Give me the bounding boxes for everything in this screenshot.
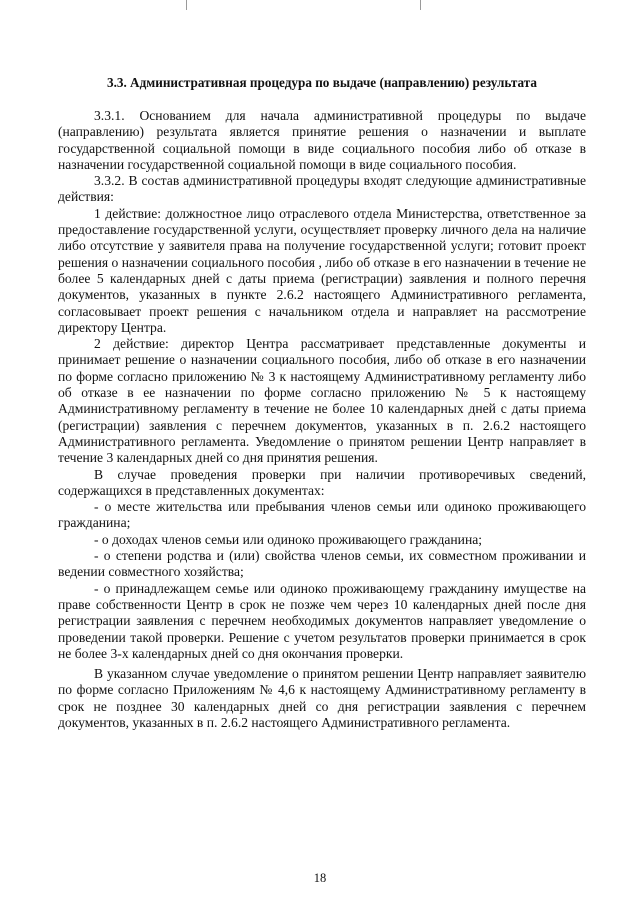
scan-artifact-mark: [186, 0, 187, 10]
list-item-residence: - о месте жительства или пребывания членов семьи или одиноко проживающего гражданина;: [58, 499, 586, 531]
page-number: 18: [313, 871, 327, 885]
list-item-kinship: - о степени родства и (или) свойства членов семьи, их совместном проживании и ведении совместного хозяйства;: [58, 548, 586, 580]
paragraph-action-2: 2 действие: директор Центра рассматривает представленные документы и принимает решение о назначении социального пособия, либо об отказе в его назначении по форме согласно приложению № 3 к настоящему Административному регламенту либо об отказе в ее назначении по форме согласно приложению № 5 к настоящему Административному регламенту в течение не более 10 календарных дней с даты приема (регистрации) заявления с перечнем документов, указанных в п. 2.6.2 настоящего Административного регламента. Уведомление о принятом решении Центр направляет в течение 3 календарных дней со дня принятия решения.: [58, 336, 586, 466]
list-item-property: - о принадлежащем семье или одиноко проживающему гражданину имуществе на праве собственности Центр в срок не позже чем через 10 календарных дней после дня регистрации заявления с перечнем необходимых документов направляет уведомление о проведении такой проверки. Решение с учетом результатов проверки принимается в срок не более 3-х календарных дней со дня окончания проверки.: [58, 580, 586, 661]
paragraph-verification-case: В случае проведения проверки при наличии противоречивых сведений, содержащихся в представленных документах:: [58, 466, 586, 498]
section-title: 3.3. Административная процедура по выдаче (направлению) результата: [106, 75, 538, 90]
paragraph-3-3-1: 3.3.1. Основанием для начала административной процедуры по выдаче (направлению) результата является принятие решения о назначении и выплате государственной социальной помощи в виде социального пособия либо об отказе в назначении государственной социальной помощи в виде социального пособия.: [58, 108, 586, 172]
paragraph-3-3-2: 3.3.2. В состав административной процедуры входят следующие административные действия:: [58, 173, 586, 205]
list-item-income: - о доходах членов семьи или одиноко проживающего гражданина;: [94, 531, 483, 547]
paragraph-notification: В указанном случае уведомление о принятом решении Центр направляет заявителю по форме согласно Приложениям № 4,6 к настоящему Административному регламенту в срок не позднее 30 календарных дней со дня регистрации заявления с перечнем документов, указанных в п. 2.6.2 настоящего Административного регламента.: [58, 666, 586, 730]
paragraph-action-1: 1 действие: должностное лицо отраслевого отдела Министерства, ответственное за предоставление государственной услуги, осуществляет проверку личного дела на наличие либо отсутствие у заявителя права на получение государственной услуги; готовит проект решения о назначении социального пособия , либо об отказе в его назначении в течение не более 5 календарных дней с даты приема (регистрации) заявления и полного перечня документов, указанных в пункте 2.6.2 настоящего Административного регламента, согласовывает проект решения с начальником отдела и направляет на рассмотрение директору Центра.: [58, 205, 586, 335]
scan-artifact-mark: [420, 0, 421, 10]
document-body: [58, 108, 586, 731]
document-content: [58, 74, 586, 731]
